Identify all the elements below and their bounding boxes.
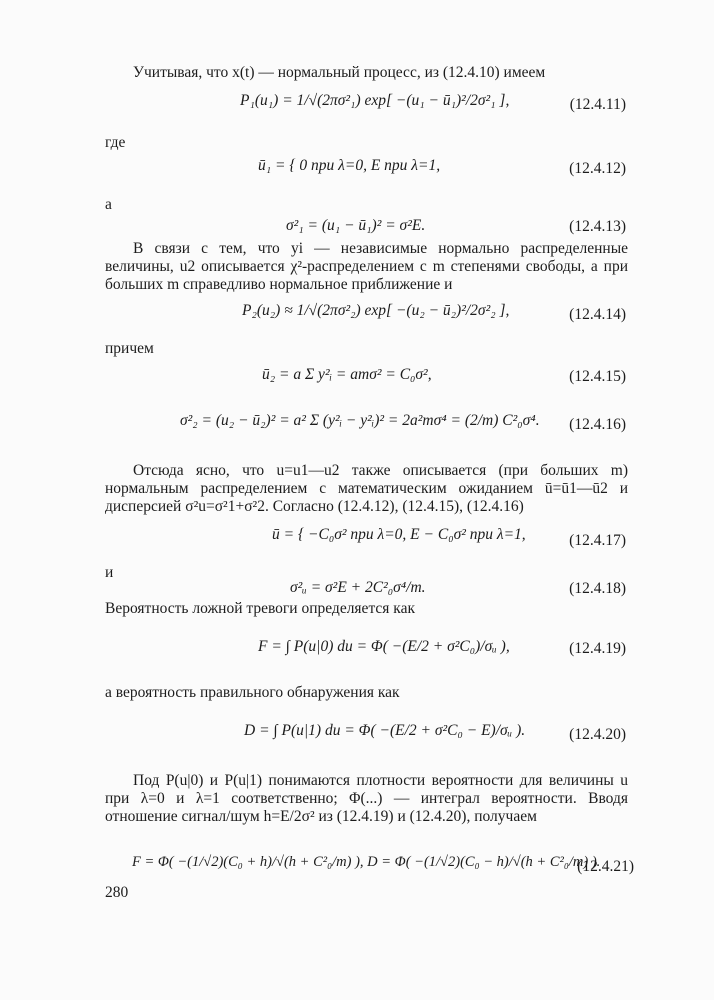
- false-alarm-text: Вероятность ложной тревоги определяется как: [105, 600, 415, 617]
- equation-number-12-4-12: (12.4.12): [569, 160, 626, 177]
- intro-text: Учитывая, что x(t) — нормальный процесс, из (12.4.10) имеем: [133, 64, 546, 81]
- equation-number-12-4-16: (12.4.16): [569, 416, 626, 433]
- equation-12-4-11: P₁(u₁) = 1/√(2πσ²₁) exp[ −(u₁ − ū₁)²/2σ²₁ ],: [240, 92, 510, 109]
- equation-12-4-15: ū₂ = a Σ y²ᵢ = amσ² = C₀σ²,: [262, 366, 432, 383]
- equation-number-12-4-21: (12.4.21): [577, 858, 634, 875]
- paragraph-under: Под P(u|0) и P(u|1) понимаются плотности вероятности для величины u при λ=0 и λ=1 соответственно; Φ(...) — интеграл вероятности. Вводя отношение сигнал/шум h=E/2σ² из (12.4.19) и (12.4.20), получаем: [105, 772, 628, 825]
- paragraph-hence: Отсюда ясно, что u=u1—u2 также описывается (при больших m) нормальным распределением с математическим ожиданием ū=ū1—ū2 и дисперсией σ²u=σ²1+σ²2. Согласно (12.4.12), (12.4.15), (12.4.16): [105, 462, 628, 515]
- where-label: где: [105, 134, 126, 151]
- paragraph-chi-square: В связи с тем, что yi — независимые нормально распределенные величины, u2 описывается χ²-распределением с m степенями свободы, а при больших m справедливо нормальное приближение и: [105, 240, 628, 293]
- equation-number-12-4-13: (12.4.13): [569, 218, 626, 235]
- equation-12-4-19: F = ∫ P(u|0) du = Φ( −(E/2 + σ²C₀)/σᵤ ),: [258, 638, 510, 655]
- equation-12-4-12: ū₁ = { 0 при λ=0, E при λ=1,: [258, 157, 441, 174]
- equation-number-12-4-17: (12.4.17): [569, 532, 626, 549]
- equation-number-12-4-18: (12.4.18): [569, 580, 626, 597]
- equation-12-4-13: σ²₁ = (u₁ − ū₁)² = σ²E.: [286, 217, 426, 234]
- equation-number-12-4-15: (12.4.15): [569, 368, 626, 385]
- moreover-label: причем: [105, 340, 154, 357]
- and-label-1: а: [105, 196, 112, 213]
- equation-12-4-17: ū = { −C₀σ² при λ=0, E − C₀σ² при λ=1,: [272, 526, 526, 543]
- equation-number-12-4-14: (12.4.14): [569, 306, 626, 323]
- equation-12-4-18: σ²ᵤ = σ²E + 2C²₀σ⁴/m.: [290, 579, 426, 596]
- equation-number-12-4-19: (12.4.19): [569, 640, 626, 657]
- detection-text: а вероятность правильного обнаружения как: [105, 684, 400, 701]
- equation-12-4-16: σ²₂ = (u₂ − ū₂)² = a² Σ (y²ᵢ − y²ᵢ)² = 2a²mσ⁴ = (2/m) C²₀σ⁴.: [180, 412, 540, 429]
- equation-12-4-21: F = Φ( −(1/√2)(C₀ + h)/√(h + C²₀/m) ), D = Φ( −(1/√2)(C₀ − h)/√(h + C²₀/m) ).: [132, 854, 601, 870]
- equation-number-12-4-11: (12.4.11): [569, 96, 626, 113]
- equation-12-4-20: D = ∫ P(u|1) du = Φ( −(E/2 + σ²C₀ − E)/σᵤ ).: [244, 722, 526, 739]
- equation-number-12-4-20: (12.4.20): [569, 726, 626, 743]
- and-label-2: и: [105, 564, 114, 581]
- equation-12-4-14: P₂(u₂) ≈ 1/√(2πσ²₂) exp[ −(u₂ − ū₂)²/2σ²₂ ],: [242, 302, 510, 319]
- page-number: 280: [105, 884, 129, 901]
